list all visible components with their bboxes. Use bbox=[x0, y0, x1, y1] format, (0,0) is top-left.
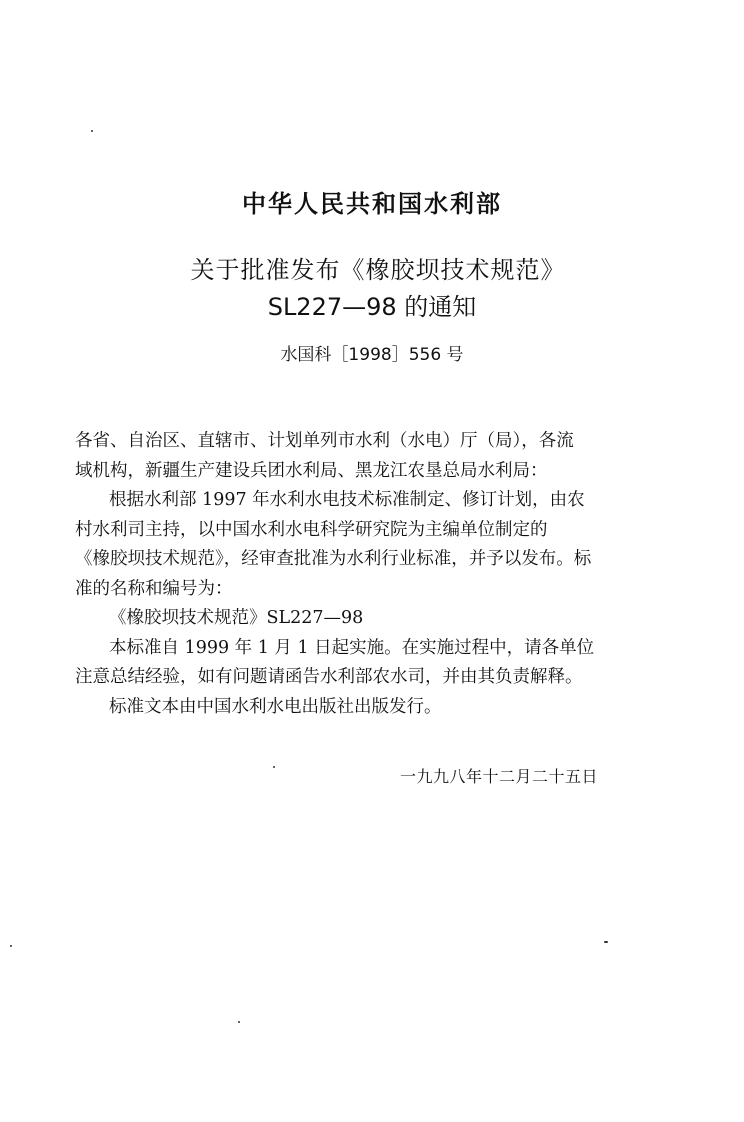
notice-body bbox=[75, 427, 665, 722]
body-line: 《橡胶坝技术规范》，经审查批准为水利行业标准，并予以发布。标 bbox=[75, 549, 592, 569]
notice-title-line-1: 关于批准发布《橡胶坝技术规范》 bbox=[190, 256, 566, 284]
issue-date: 一九九八年十二月二十五日 bbox=[400, 767, 599, 786]
body-line: 域机构，新疆生产建设兵团水利局、黑龙江农垦总局水利局： bbox=[75, 460, 548, 481]
body-line: 各省、自治区、直辖市、计划单列市水利（水电）厅（局），各流 bbox=[75, 431, 574, 451]
body-line: 根据水利部 1997 年水利水电技术标准制定、修订计划，由农 bbox=[109, 490, 585, 510]
body-line: 准的名称和编号为： bbox=[75, 578, 233, 599]
scan-speck bbox=[604, 941, 608, 943]
scan-speck bbox=[273, 766, 275, 768]
scan-speck bbox=[238, 1021, 240, 1023]
body-line: 《橡胶坝技术规范》SL227—98 bbox=[109, 608, 364, 628]
scan-speck bbox=[91, 130, 93, 132]
body-line: 注意总结经验，如有问题请函告水利部农水司，并由其负责解释。 bbox=[75, 667, 583, 687]
scan-speck bbox=[10, 945, 12, 947]
body-line: 标准文本由中国水利水电出版社出版发行。 bbox=[109, 696, 442, 717]
body-line: 村水利司主持，以中国水利水电科学研究院为主编单位制定的 bbox=[75, 519, 548, 540]
body-line: 本标准自 1999 年 1 月 1 日起实施。在实施过程中，请各单位 bbox=[109, 637, 595, 658]
notice-title-line-2: SL227—98 的通知 bbox=[267, 293, 477, 321]
document-number: 水国科［1998］556 号 bbox=[280, 345, 464, 365]
issuer-heading: 中华人民共和国水利部 bbox=[242, 190, 502, 218]
